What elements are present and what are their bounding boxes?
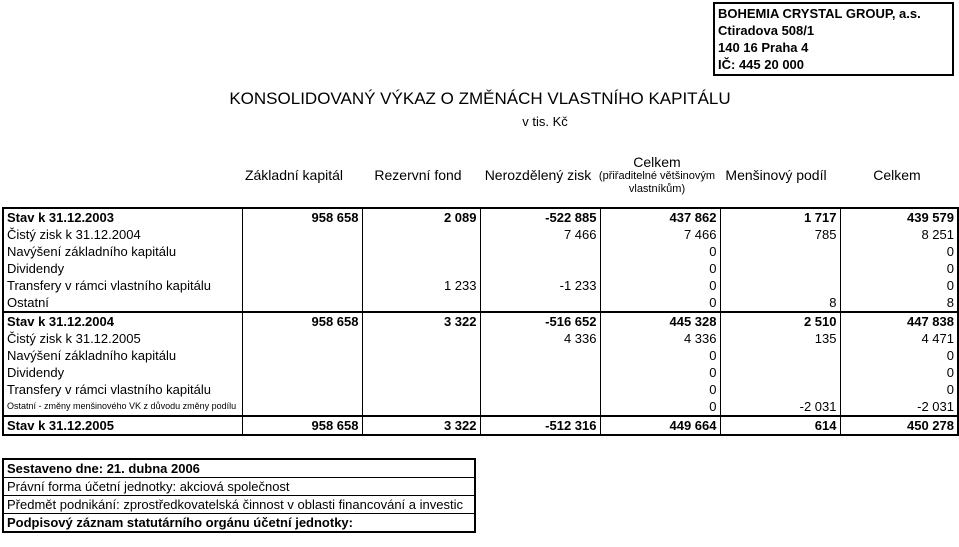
cell-nerozdeleny — [480, 294, 600, 312]
row-label: Dividendy — [3, 260, 242, 277]
cell-nerozdeleny: -516 652 — [480, 312, 600, 330]
cell-rezervni — [362, 260, 480, 277]
cell-vetsinovy: 0 — [600, 294, 720, 312]
cell-celkem: 8 251 — [840, 226, 958, 243]
table-row — [3, 398, 958, 416]
cell-vetsinovy: 0 — [600, 243, 720, 260]
cell-nerozdeleny: -512 316 — [480, 416, 600, 435]
cell-mensinovy: 785 — [720, 226, 840, 243]
cell-mensinovy: 135 — [720, 330, 840, 347]
cell-zakladni — [242, 260, 362, 277]
header-celkem-vetsinovy-main: Celkem — [633, 154, 681, 170]
cell-zakladni — [242, 243, 362, 260]
cell-vetsinovy: 0 — [600, 347, 720, 364]
cell-mensinovy — [720, 364, 840, 381]
footer-podpis: Podpisový záznam statutárního orgánu účetní jednotky: — [7, 515, 353, 530]
cell-vetsinovy: 0 — [600, 364, 720, 381]
equity-changes-table — [2, 207, 959, 436]
cell-rezervni — [362, 330, 480, 347]
header-zakladni-kapital: Základní kapitál — [244, 167, 344, 183]
row-label: Čistý zisk k 31.12.2004 — [3, 226, 242, 243]
cell-zakladni — [242, 381, 362, 398]
company-name: BOHEMIA CRYSTAL GROUP, a.s. — [718, 6, 921, 21]
cell-vetsinovy: 437 862 — [600, 208, 720, 226]
cell-rezervni — [362, 243, 480, 260]
table-row — [3, 416, 958, 435]
cell-nerozdeleny: 4 336 — [480, 330, 600, 347]
cell-zakladni — [242, 294, 362, 312]
table-row — [3, 277, 958, 294]
row-label: Čistý zisk k 31.12.2005 — [3, 330, 242, 347]
cell-vetsinovy: 0 — [600, 381, 720, 398]
cell-mensinovy — [720, 243, 840, 260]
row-label: Stav k 31.12.2005 — [3, 416, 242, 435]
cell-celkem: 439 579 — [840, 208, 958, 226]
cell-zakladni: 958 658 — [242, 208, 362, 226]
cell-mensinovy: 8 — [720, 294, 840, 312]
cell-celkem: 0 — [840, 364, 958, 381]
header-rezervni-fond: Rezervní fond — [374, 167, 462, 183]
header-celkem-vetsinovy — [598, 150, 716, 200]
table-row — [3, 260, 958, 277]
footer-info-box — [2, 458, 476, 533]
cell-rezervni — [362, 398, 480, 416]
table-row — [3, 312, 958, 330]
cell-vetsinovy: 449 664 — [600, 416, 720, 435]
cell-mensinovy — [720, 347, 840, 364]
cell-mensinovy: 614 — [720, 416, 840, 435]
header-mensinovy-podil: Menšinový podíl — [725, 167, 827, 183]
company-address-box — [713, 2, 954, 76]
cell-celkem: 4 471 — [840, 330, 958, 347]
cell-celkem: 0 — [840, 243, 958, 260]
cell-mensinovy: -2 031 — [720, 398, 840, 416]
row-label: Navýšení základního kapitálu — [3, 347, 242, 364]
cell-nerozdeleny — [480, 364, 600, 381]
cell-rezervni — [362, 294, 480, 312]
cell-mensinovy: 1 717 — [720, 208, 840, 226]
cell-nerozdeleny: 7 466 — [480, 226, 600, 243]
table-row — [3, 330, 958, 347]
cell-rezervni — [362, 226, 480, 243]
cell-celkem: 450 278 — [840, 416, 958, 435]
report-unit: v tis. Kč — [522, 114, 568, 129]
cell-celkem: 0 — [840, 277, 958, 294]
cell-celkem: 0 — [840, 260, 958, 277]
row-label: Transfery v rámci vlastního kapitálu — [3, 381, 242, 398]
row-label: Dividendy — [3, 364, 242, 381]
footer-predmet: Předmět podnikání: zprostředkovatelská činnost v oblasti financování a investic — [4, 496, 474, 514]
footer-sestaveno: Sestaveno dne: 21. dubna 2006 — [4, 460, 474, 478]
cell-celkem: 0 — [840, 381, 958, 398]
cell-zakladni — [242, 364, 362, 381]
cell-rezervni — [362, 347, 480, 364]
report-title: KONSOLIDOVANÝ VÝKAZ O ZMĚNÁCH VLASTNÍHO KAPITÁLU — [229, 89, 731, 108]
cell-zakladni — [242, 277, 362, 294]
cell-mensinovy — [720, 260, 840, 277]
company-city: 140 16 Praha 4 — [718, 40, 809, 55]
cell-nerozdeleny: -522 885 — [480, 208, 600, 226]
cell-rezervni: 3 322 — [362, 312, 480, 330]
row-label: Transfery v rámci vlastního kapitálu — [3, 277, 242, 294]
footer-pravni-forma: Právní forma účetní jednotky: akciová společnost — [4, 478, 474, 496]
cell-zakladni — [242, 330, 362, 347]
cell-vetsinovy: 7 466 — [600, 226, 720, 243]
cell-celkem: 8 — [840, 294, 958, 312]
cell-celkem: 447 838 — [840, 312, 958, 330]
cell-rezervni — [362, 364, 480, 381]
cell-mensinovy — [720, 277, 840, 294]
cell-rezervni: 2 089 — [362, 208, 480, 226]
cell-zakladni — [242, 226, 362, 243]
cell-celkem: -2 031 — [840, 398, 958, 416]
cell-nerozdeleny — [480, 243, 600, 260]
cell-vetsinovy: 4 336 — [600, 330, 720, 347]
row-label: Navýšení základního kapitálu — [3, 243, 242, 260]
cell-nerozdeleny — [480, 381, 600, 398]
cell-nerozdeleny: -1 233 — [480, 277, 600, 294]
table-row — [3, 364, 958, 381]
cell-vetsinovy: 0 — [600, 398, 720, 416]
row-label: Ostatní — [3, 294, 242, 312]
cell-rezervni — [362, 381, 480, 398]
cell-rezervni: 1 233 — [362, 277, 480, 294]
cell-zakladni — [242, 398, 362, 416]
cell-vetsinovy: 0 — [600, 277, 720, 294]
header-celkem-vetsinovy-note: (přiřaditelné většinovým vlastníkům) — [598, 170, 716, 195]
company-ic: IČ: 445 20 000 — [718, 57, 805, 72]
cell-nerozdeleny — [480, 260, 600, 277]
cell-zakladni: 958 658 — [242, 416, 362, 435]
row-label: Ostatní - změny menšinového VK z důvodu změny podílu — [3, 398, 242, 416]
cell-vetsinovy: 445 328 — [600, 312, 720, 330]
cell-zakladni — [242, 347, 362, 364]
company-street: Ctiradova 508/1 — [718, 23, 815, 38]
table-row — [3, 226, 958, 243]
table-row — [3, 347, 958, 364]
cell-mensinovy — [720, 381, 840, 398]
table-row — [3, 243, 958, 260]
table-row — [3, 208, 958, 226]
cell-celkem: 0 — [840, 347, 958, 364]
cell-rezervni: 3 322 — [362, 416, 480, 435]
header-nerozdeleny-zisk: Nerozdělený zisk — [484, 167, 592, 183]
header-celkem: Celkem — [873, 167, 921, 183]
row-label: Stav k 31.12.2003 — [3, 208, 242, 226]
cell-vetsinovy: 0 — [600, 260, 720, 277]
row-label: Stav k 31.12.2004 — [3, 312, 242, 330]
cell-zakladni: 958 658 — [242, 312, 362, 330]
table-row — [3, 294, 958, 312]
table-row — [3, 381, 958, 398]
cell-nerozdeleny — [480, 347, 600, 364]
cell-mensinovy: 2 510 — [720, 312, 840, 330]
cell-nerozdeleny — [480, 398, 600, 416]
